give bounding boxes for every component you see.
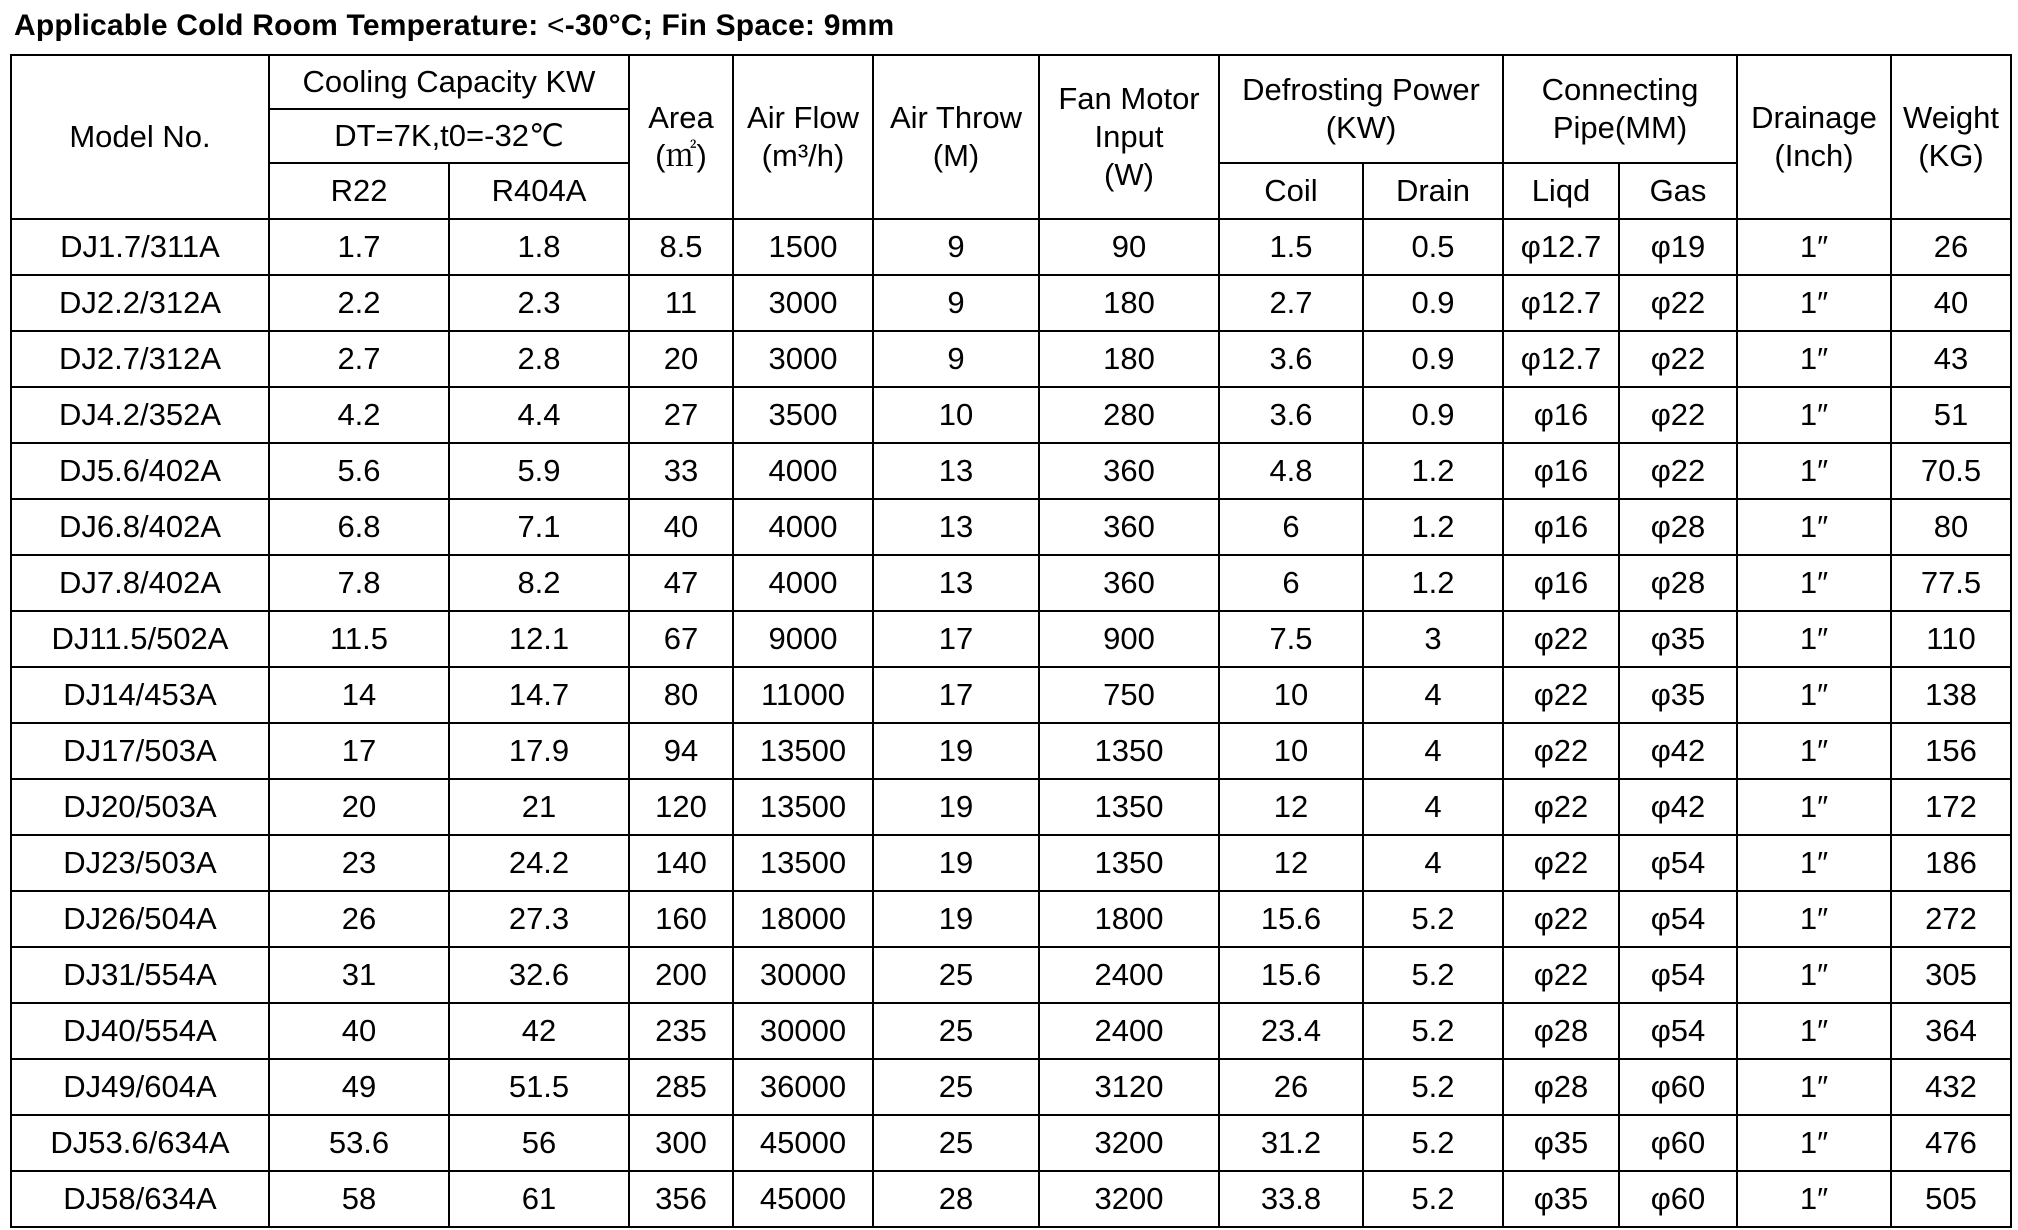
weight-cell: 40 xyxy=(1891,275,2011,331)
area-cell: 80 xyxy=(629,667,733,723)
title-main: Applicable Cold Room Temperature: xyxy=(14,9,547,42)
gas-cell: φ35 xyxy=(1619,667,1737,723)
fan-input-cell: 360 xyxy=(1039,499,1219,555)
drainage-cell: 1″ xyxy=(1737,1003,1891,1059)
coil-cell: 15.6 xyxy=(1219,947,1363,1003)
fan-input-cell: 180 xyxy=(1039,275,1219,331)
header-connecting-pipe xyxy=(1503,55,1737,163)
gas-cell: φ42 xyxy=(1619,779,1737,835)
table-row xyxy=(11,443,2011,499)
air-throw-cell: 25 xyxy=(873,1003,1039,1059)
table-row xyxy=(11,331,2011,387)
header-area xyxy=(629,55,733,219)
drain-cell: 5.2 xyxy=(1363,1059,1503,1115)
r22-cell: 40 xyxy=(269,1003,449,1059)
gas-cell: φ54 xyxy=(1619,947,1737,1003)
gas-cell: φ22 xyxy=(1619,331,1737,387)
gas-cell: φ60 xyxy=(1619,1171,1737,1227)
air-flow-cell: 1500 xyxy=(733,219,873,275)
coil-cell: 6 xyxy=(1219,555,1363,611)
air-throw-cell: 25 xyxy=(873,1115,1039,1171)
header-air-flow xyxy=(733,55,873,219)
r404a-cell: 4.4 xyxy=(449,387,629,443)
fan-input-cell: 360 xyxy=(1039,555,1219,611)
weight-cell: 70.5 xyxy=(1891,443,2011,499)
area-cell: 33 xyxy=(629,443,733,499)
fan-input-cell: 1350 xyxy=(1039,835,1219,891)
gas-cell: φ22 xyxy=(1619,387,1737,443)
drain-cell: 0.9 xyxy=(1363,387,1503,443)
liqd-cell: φ16 xyxy=(1503,499,1619,555)
liqd-cell: φ22 xyxy=(1503,891,1619,947)
table-row xyxy=(11,891,2011,947)
r22-cell: 58 xyxy=(269,1171,449,1227)
weight-cell: 110 xyxy=(1891,611,2011,667)
drainage-cell: 1″ xyxy=(1737,1115,1891,1171)
coil-cell: 15.6 xyxy=(1219,891,1363,947)
table-row xyxy=(11,219,2011,275)
fan-input-cell: 1800 xyxy=(1039,891,1219,947)
model-cell: DJ4.2/352A xyxy=(11,387,269,443)
weight-cell: 138 xyxy=(1891,667,2011,723)
drainage-cell: 1″ xyxy=(1737,723,1891,779)
weight-cell: 476 xyxy=(1891,1115,2011,1171)
spec-table xyxy=(10,54,2012,1228)
header-area-line2: (㎡) xyxy=(655,138,707,173)
r22-cell: 20 xyxy=(269,779,449,835)
fan-input-cell: 2400 xyxy=(1039,947,1219,1003)
table-body xyxy=(11,219,2011,1227)
air-throw-cell: 19 xyxy=(873,835,1039,891)
drainage-cell: 1″ xyxy=(1737,387,1891,443)
table-row xyxy=(11,275,2011,331)
fan-input-cell: 750 xyxy=(1039,667,1219,723)
model-cell: DJ7.8/402A xyxy=(11,555,269,611)
drain-cell: 5.2 xyxy=(1363,1171,1503,1227)
r404a-cell: 27.3 xyxy=(449,891,629,947)
air-throw-cell: 13 xyxy=(873,443,1039,499)
area-cell: 285 xyxy=(629,1059,733,1115)
r404a-cell: 17.9 xyxy=(449,723,629,779)
air-flow-cell: 3000 xyxy=(733,331,873,387)
header-air-throw xyxy=(873,55,1039,219)
header-weight-line1: Weight xyxy=(1903,100,1999,135)
header-air-flow-line2: (m³/h) xyxy=(761,138,845,173)
air-flow-cell: 13500 xyxy=(733,779,873,835)
table-row xyxy=(11,1003,2011,1059)
liqd-cell: φ22 xyxy=(1503,667,1619,723)
r404a-cell: 7.1 xyxy=(449,499,629,555)
r404a-cell: 1.8 xyxy=(449,219,629,275)
weight-cell: 172 xyxy=(1891,779,2011,835)
coil-cell: 33.8 xyxy=(1219,1171,1363,1227)
area-cell: 67 xyxy=(629,611,733,667)
r404a-cell: 61 xyxy=(449,1171,629,1227)
r404a-cell: 5.9 xyxy=(449,443,629,499)
drain-cell: 5.2 xyxy=(1363,1003,1503,1059)
drain-cell: 3 xyxy=(1363,611,1503,667)
coil-cell: 3.6 xyxy=(1219,331,1363,387)
header-pipe-line2: Pipe(MM) xyxy=(1552,110,1688,145)
coil-cell: 10 xyxy=(1219,667,1363,723)
fan-input-cell: 180 xyxy=(1039,331,1219,387)
coil-cell: 3.6 xyxy=(1219,387,1363,443)
coil-cell: 1.5 xyxy=(1219,219,1363,275)
gas-cell: φ42 xyxy=(1619,723,1737,779)
r404a-cell: 42 xyxy=(449,1003,629,1059)
air-flow-cell: 13500 xyxy=(733,723,873,779)
drainage-cell: 1″ xyxy=(1737,443,1891,499)
gas-cell: φ22 xyxy=(1619,275,1737,331)
r22-cell: 6.8 xyxy=(269,499,449,555)
air-flow-cell: 45000 xyxy=(733,1115,873,1171)
area-cell: 160 xyxy=(629,891,733,947)
coil-cell: 12 xyxy=(1219,835,1363,891)
model-cell: DJ40/554A xyxy=(11,1003,269,1059)
table-row xyxy=(11,555,2011,611)
air-throw-cell: 25 xyxy=(873,1059,1039,1115)
table-row xyxy=(11,667,2011,723)
fan-input-cell: 2400 xyxy=(1039,1003,1219,1059)
area-cell: 47 xyxy=(629,555,733,611)
air-throw-cell: 17 xyxy=(873,667,1039,723)
header-air-throw-line2: (M) xyxy=(932,138,980,173)
air-throw-cell: 10 xyxy=(873,387,1039,443)
table-row xyxy=(11,387,2011,443)
table-row xyxy=(11,1059,2011,1115)
area-cell: 11 xyxy=(629,275,733,331)
drain-cell: 5.2 xyxy=(1363,947,1503,1003)
table-row xyxy=(11,1115,2011,1171)
drainage-cell: 1″ xyxy=(1737,555,1891,611)
area-cell: 27 xyxy=(629,387,733,443)
air-flow-cell: 4000 xyxy=(733,443,873,499)
model-cell: DJ17/503A xyxy=(11,723,269,779)
air-throw-cell: 9 xyxy=(873,219,1039,275)
drain-cell: 0.9 xyxy=(1363,275,1503,331)
area-cell: 94 xyxy=(629,723,733,779)
weight-cell: 26 xyxy=(1891,219,2011,275)
gas-cell: φ60 xyxy=(1619,1059,1737,1115)
drainage-cell: 1″ xyxy=(1737,667,1891,723)
gas-cell: φ35 xyxy=(1619,611,1737,667)
air-throw-cell: 19 xyxy=(873,891,1039,947)
model-cell: DJ20/503A xyxy=(11,779,269,835)
coil-cell: 4.8 xyxy=(1219,443,1363,499)
air-throw-cell: 19 xyxy=(873,779,1039,835)
coil-cell: 12 xyxy=(1219,779,1363,835)
weight-cell: 77.5 xyxy=(1891,555,2011,611)
liqd-cell: φ12.7 xyxy=(1503,219,1619,275)
r22-cell: 14 xyxy=(269,667,449,723)
r404a-cell: 12.1 xyxy=(449,611,629,667)
drain-cell: 4 xyxy=(1363,723,1503,779)
model-cell: DJ26/504A xyxy=(11,891,269,947)
model-cell: DJ58/634A xyxy=(11,1171,269,1227)
header-gas: Gas xyxy=(1619,163,1737,219)
drainage-cell: 1″ xyxy=(1737,611,1891,667)
drain-cell: 1.2 xyxy=(1363,555,1503,611)
weight-cell: 305 xyxy=(1891,947,2011,1003)
table-row xyxy=(11,779,2011,835)
coil-cell: 23.4 xyxy=(1219,1003,1363,1059)
drainage-cell: 1″ xyxy=(1737,835,1891,891)
air-throw-cell: 9 xyxy=(873,331,1039,387)
table-row xyxy=(11,499,2011,555)
weight-cell: 156 xyxy=(1891,723,2011,779)
coil-cell: 10 xyxy=(1219,723,1363,779)
drainage-cell: 1″ xyxy=(1737,331,1891,387)
coil-cell: 2.7 xyxy=(1219,275,1363,331)
liqd-cell: φ16 xyxy=(1503,443,1619,499)
r22-cell: 4.2 xyxy=(269,387,449,443)
header-drain: Drain xyxy=(1363,163,1503,219)
air-throw-cell: 13 xyxy=(873,499,1039,555)
air-throw-cell: 28 xyxy=(873,1171,1039,1227)
model-cell: DJ1.7/311A xyxy=(11,219,269,275)
air-throw-cell: 9 xyxy=(873,275,1039,331)
weight-cell: 186 xyxy=(1891,835,2011,891)
air-throw-cell: 25 xyxy=(873,947,1039,1003)
r22-cell: 7.8 xyxy=(269,555,449,611)
gas-cell: φ60 xyxy=(1619,1115,1737,1171)
fan-input-cell: 280 xyxy=(1039,387,1219,443)
drain-cell: 1.2 xyxy=(1363,443,1503,499)
area-cell: 235 xyxy=(629,1003,733,1059)
liqd-cell: φ16 xyxy=(1503,387,1619,443)
weight-cell: 432 xyxy=(1891,1059,2011,1115)
area-cell: 200 xyxy=(629,947,733,1003)
header-defrost-line1: Defrosting Power xyxy=(1242,72,1480,107)
area-cell: 20 xyxy=(629,331,733,387)
fan-input-cell: 360 xyxy=(1039,443,1219,499)
fan-input-cell: 900 xyxy=(1039,611,1219,667)
header-air-flow-line1: Air Flow xyxy=(747,100,859,135)
r404a-cell: 21 xyxy=(449,779,629,835)
r404a-cell: 56 xyxy=(449,1115,629,1171)
model-cell: DJ11.5/502A xyxy=(11,611,269,667)
weight-cell: 364 xyxy=(1891,1003,2011,1059)
liqd-cell: φ22 xyxy=(1503,779,1619,835)
model-cell: DJ6.8/402A xyxy=(11,499,269,555)
fan-input-cell: 3200 xyxy=(1039,1115,1219,1171)
header-drainage-line2: (Inch) xyxy=(1774,138,1854,173)
header-liqd: Liqd xyxy=(1503,163,1619,219)
area-cell: 40 xyxy=(629,499,733,555)
gas-cell: φ19 xyxy=(1619,219,1737,275)
fan-input-cell: 3120 xyxy=(1039,1059,1219,1115)
header-drainage xyxy=(1737,55,1891,219)
r22-cell: 11.5 xyxy=(269,611,449,667)
model-cell: DJ2.2/312A xyxy=(11,275,269,331)
header-fan-line3: (W) xyxy=(1104,157,1154,192)
drain-cell: 0.9 xyxy=(1363,331,1503,387)
header-condition: DT=7K,t0=-32℃ xyxy=(269,109,629,163)
drain-cell: 5.2 xyxy=(1363,891,1503,947)
drain-cell: 4 xyxy=(1363,779,1503,835)
model-cell: DJ23/503A xyxy=(11,835,269,891)
area-cell: 8.5 xyxy=(629,219,733,275)
model-cell: DJ31/554A xyxy=(11,947,269,1003)
air-flow-cell: 9000 xyxy=(733,611,873,667)
r22-cell: 2.2 xyxy=(269,275,449,331)
r22-cell: 53.6 xyxy=(269,1115,449,1171)
area-cell: 120 xyxy=(629,779,733,835)
table-row xyxy=(11,723,2011,779)
drain-cell: 4 xyxy=(1363,835,1503,891)
header-fan-line1: Fan Motor xyxy=(1058,81,1200,116)
liqd-cell: φ22 xyxy=(1503,947,1619,1003)
table-row xyxy=(11,1171,2011,1227)
drain-cell: 0.5 xyxy=(1363,219,1503,275)
coil-cell: 7.5 xyxy=(1219,611,1363,667)
table-row xyxy=(11,947,2011,1003)
fan-input-cell: 90 xyxy=(1039,219,1219,275)
title-rest: -30°C; Fin Space: 9mm xyxy=(564,9,895,42)
coil-cell: 26 xyxy=(1219,1059,1363,1115)
r22-cell: 1.7 xyxy=(269,219,449,275)
header-r22: R22 xyxy=(269,163,449,219)
liqd-cell: φ35 xyxy=(1503,1171,1619,1227)
weight-cell: 43 xyxy=(1891,331,2011,387)
drainage-cell: 1″ xyxy=(1737,499,1891,555)
header-weight-line2: (KG) xyxy=(1918,138,1984,173)
model-cell: DJ49/604A xyxy=(11,1059,269,1115)
air-flow-cell: 3000 xyxy=(733,275,873,331)
header-r404a: R404A xyxy=(449,163,629,219)
air-flow-cell: 30000 xyxy=(733,1003,873,1059)
r404a-cell: 2.8 xyxy=(449,331,629,387)
air-flow-cell: 36000 xyxy=(733,1059,873,1115)
fan-input-cell: 1350 xyxy=(1039,779,1219,835)
air-flow-cell: 18000 xyxy=(733,891,873,947)
model-cell: DJ2.7/312A xyxy=(11,331,269,387)
coil-cell: 31.2 xyxy=(1219,1115,1363,1171)
air-throw-cell: 13 xyxy=(873,555,1039,611)
liqd-cell: φ35 xyxy=(1503,1115,1619,1171)
gas-cell: φ22 xyxy=(1619,443,1737,499)
table-row xyxy=(11,835,2011,891)
air-flow-cell: 45000 xyxy=(733,1171,873,1227)
air-flow-cell: 30000 xyxy=(733,947,873,1003)
liqd-cell: φ22 xyxy=(1503,723,1619,779)
header-weight xyxy=(1891,55,2011,219)
air-flow-cell: 4000 xyxy=(733,499,873,555)
drain-cell: 1.2 xyxy=(1363,499,1503,555)
liqd-cell: φ16 xyxy=(1503,555,1619,611)
liqd-cell: φ22 xyxy=(1503,835,1619,891)
fan-input-cell: 1350 xyxy=(1039,723,1219,779)
drain-cell: 4 xyxy=(1363,667,1503,723)
model-cell: DJ5.6/402A xyxy=(11,443,269,499)
r404a-cell: 51.5 xyxy=(449,1059,629,1115)
air-flow-cell: 13500 xyxy=(733,835,873,891)
air-flow-cell: 11000 xyxy=(733,667,873,723)
header-area-line1: Area xyxy=(648,100,714,135)
table-header xyxy=(11,55,2011,219)
fan-input-cell: 3200 xyxy=(1039,1171,1219,1227)
r22-cell: 49 xyxy=(269,1059,449,1115)
coil-cell: 6 xyxy=(1219,499,1363,555)
gas-cell: φ54 xyxy=(1619,835,1737,891)
model-cell: DJ14/453A xyxy=(11,667,269,723)
table-row xyxy=(11,611,2011,667)
air-throw-cell: 17 xyxy=(873,611,1039,667)
liqd-cell: φ12.7 xyxy=(1503,331,1619,387)
header-pipe-line1: Connecting xyxy=(1541,72,1699,107)
header-drainage-line1: Drainage xyxy=(1751,100,1877,135)
header-model: Model No. xyxy=(11,55,269,219)
header-defrost-line2: (KW) xyxy=(1325,110,1397,145)
r22-cell: 26 xyxy=(269,891,449,947)
weight-cell: 80 xyxy=(1891,499,2011,555)
drainage-cell: 1″ xyxy=(1737,947,1891,1003)
r22-cell: 23 xyxy=(269,835,449,891)
air-flow-cell: 4000 xyxy=(733,555,873,611)
r404a-cell: 8.2 xyxy=(449,555,629,611)
r404a-cell: 32.6 xyxy=(449,947,629,1003)
air-throw-cell: 19 xyxy=(873,723,1039,779)
weight-cell: 272 xyxy=(1891,891,2011,947)
r22-cell: 31 xyxy=(269,947,449,1003)
drainage-cell: 1″ xyxy=(1737,1059,1891,1115)
gas-cell: φ54 xyxy=(1619,891,1737,947)
header-cooling-capacity: Cooling Capacity KW xyxy=(269,55,629,109)
r404a-cell: 14.7 xyxy=(449,667,629,723)
drainage-cell: 1″ xyxy=(1737,275,1891,331)
gas-cell: φ28 xyxy=(1619,499,1737,555)
area-cell: 300 xyxy=(629,1115,733,1171)
header-fan-motor-input xyxy=(1039,55,1219,219)
liqd-cell: φ12.7 xyxy=(1503,275,1619,331)
gas-cell: φ54 xyxy=(1619,1003,1737,1059)
gas-cell: φ28 xyxy=(1619,555,1737,611)
document-title xyxy=(14,6,894,46)
r22-cell: 5.6 xyxy=(269,443,449,499)
header-defrosting-power xyxy=(1219,55,1503,163)
drainage-cell: 1″ xyxy=(1737,891,1891,947)
drainage-cell: 1″ xyxy=(1737,779,1891,835)
weight-cell: 505 xyxy=(1891,1171,2011,1227)
drain-cell: 5.2 xyxy=(1363,1115,1503,1171)
area-cell: 140 xyxy=(629,835,733,891)
r22-cell: 17 xyxy=(269,723,449,779)
r22-cell: 2.7 xyxy=(269,331,449,387)
liqd-cell: φ22 xyxy=(1503,611,1619,667)
air-flow-cell: 3500 xyxy=(733,387,873,443)
r404a-cell: 2.3 xyxy=(449,275,629,331)
liqd-cell: φ28 xyxy=(1503,1003,1619,1059)
drainage-cell: 1″ xyxy=(1737,219,1891,275)
header-coil: Coil xyxy=(1219,163,1363,219)
drainage-cell: 1″ xyxy=(1737,1171,1891,1227)
header-fan-line2: Input xyxy=(1094,119,1164,154)
header-air-throw-line1: Air Throw xyxy=(889,100,1023,135)
r404a-cell: 24.2 xyxy=(449,835,629,891)
title-less-than: < xyxy=(546,9,565,42)
area-cell: 356 xyxy=(629,1171,733,1227)
weight-cell: 51 xyxy=(1891,387,2011,443)
model-cell: DJ53.6/634A xyxy=(11,1115,269,1171)
liqd-cell: φ28 xyxy=(1503,1059,1619,1115)
